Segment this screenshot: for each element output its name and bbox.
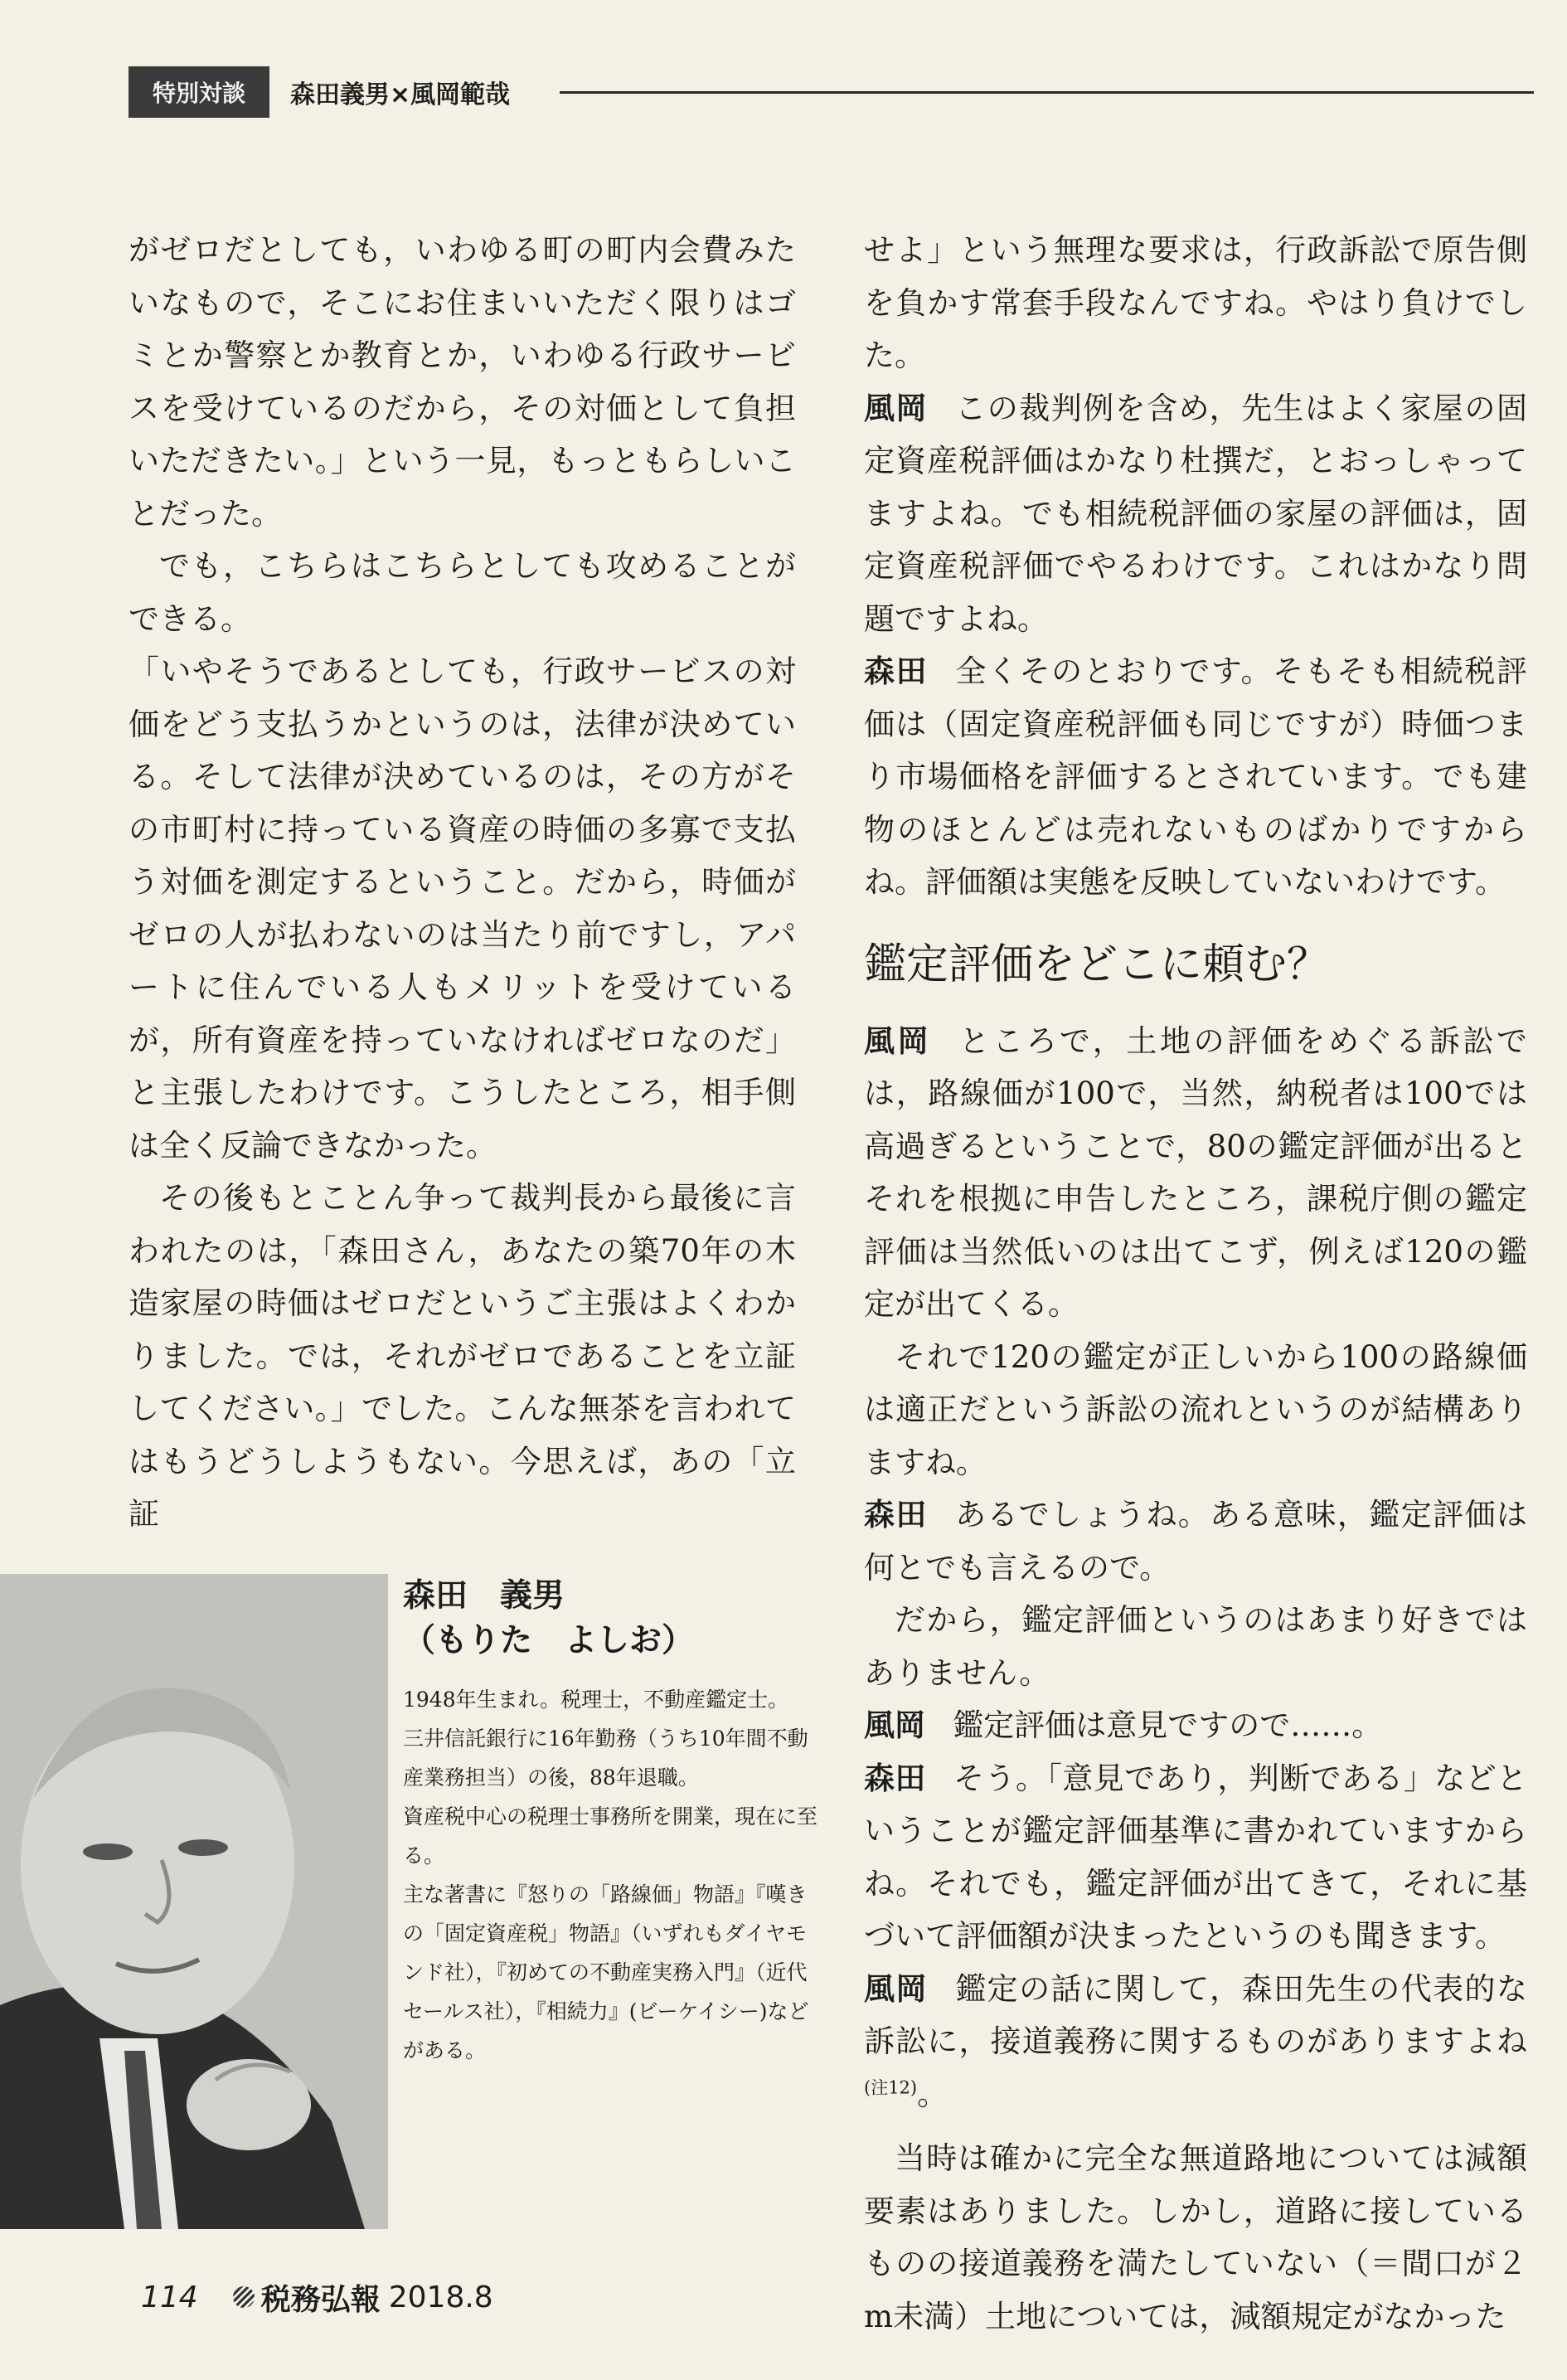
dialogue-text: この裁判例を含め，先生はよく家屋の固定資産税評価はかなり杜撰だ，とおっしゃってますよね。でも相続税評価の家屋の評価は，固定資産税評価でやるわけです。これはかなり問題ですよね。 — [864, 390, 1527, 637]
portrait-illustration — [0, 1574, 388, 2229]
dialogue-paragraph — [864, 1699, 1527, 1752]
profile-reading: （もりた よしお） — [403, 1622, 695, 1659]
page-footer — [141, 2272, 493, 2322]
paragraph: がゼロだとしても，いわゆる町の町内会費みたいなもので，そこにお住まいいただく限りはゴミとか警察とか教育とか，いわゆる行政サービスを受けているのだから，その対価として負担いただきたい。」という一見，もっともらしいことだった。 — [129, 232, 796, 532]
speaker-label: 森田 — [864, 1497, 928, 1532]
dialogue-paragraph — [864, 1015, 1527, 1331]
page-number: 114 — [141, 2280, 198, 2314]
speaker-label: 森田 — [864, 1760, 926, 1796]
paragraph: 「いやそうであるとしても，行政サービスの対価をどう支払うかというのは，法律が決めている。そして法律が決めているのは，その方がその市町村に持っている資産の時価の多寡で支払う対価を測定するということ。だから，時価がゼロの人が払わないのは当たり前ですし，アパートに住んでいる人もメリットを受けているが，所有資産を持っていなければゼロなのだ」と主張したわけです。こうしたところ，相手側は全く反論できなかった。 — [129, 653, 796, 1163]
right-column — [864, 224, 1527, 2343]
paragraph: その後もとことん争って裁判長から最後に言われたのは，「森田さん，あなたの築70年の木造家屋の時価はゼロだというご主張はよくわかりました。では，それがゼロであることを立証してください。」でした。こんな無茶を言われてはもうどうしようもない。今思えば，あの「立証 — [129, 1180, 796, 1532]
dialogue-text: 全くそのとおりです。そもそも相続税評価は（固定資産税評価も同じですが）時価つまり市場価格を評価するとされています。でも建物のほとんどは売れないものばかりですからね。評価額は実態を反映していないわけです。 — [864, 653, 1527, 900]
speaker-label: 風岡 — [864, 1970, 928, 2007]
bio-line: 三井信託銀行に16年勤務（うち10年間不動産業務担当）の後，88年退職。 — [403, 1727, 808, 1790]
paragraph: 当時は確かに完全な無道路地については減額要素はありました。しかし，道路に接しているものの接道義務を満たしていない（＝間口が２m未満）土地については，減額規定がなかった — [864, 2140, 1527, 2334]
dialogue-paragraph — [864, 645, 1527, 909]
left-column — [129, 224, 796, 1541]
paragraph: せよ」という無理な要求は，行政訴訟で原告側を負かす常套手段なんですね。やはり負けでした。 — [864, 232, 1527, 373]
speaker-label: 風岡 — [864, 390, 928, 426]
speaker-label: 風岡 — [864, 1022, 932, 1059]
section-tag: 特別対談 — [129, 66, 269, 118]
dialogue-text: そう。「意見であり，判断である」などということが鑑定評価基準に書かれていますからね。それでも，鑑定評価が出てきて，それに基づいて評価額が決まったというのも聞きます。 — [864, 1760, 1528, 1954]
running-header — [129, 66, 1534, 118]
bio-line: 資産税中心の税理士事務所を開業，現在に至る。 — [403, 1804, 818, 1868]
header-rule — [560, 91, 1534, 94]
dialogue-paragraph — [864, 1963, 1527, 2121]
dialogue-text: 。 — [917, 2076, 948, 2112]
profile-name: 森田 義男 — [403, 1577, 565, 1615]
speaker-label: 風岡 — [864, 1707, 925, 1743]
profile-box — [403, 1574, 817, 2070]
dialogue-text: あるでしょうね。ある意味，鑑定評価は何とでも言えるので。 — [864, 1497, 1527, 1586]
bio-line: 1948年生まれ。税理士，不動産鑑定士。 — [403, 1688, 789, 1712]
bio-line: 主な著書に『怒りの「路線価」物語』『嘆きの「固定資産税」物語』（いずれもダイヤモンド社），『初めての不動産実務入門』（近代セールス社），『相続力』(ビーケイシー)などがある。 — [403, 1882, 809, 2062]
dialogue-paragraph — [864, 382, 1527, 646]
speaker-label: 森田 — [864, 653, 929, 689]
dialogue-paragraph — [864, 1489, 1527, 1594]
footnote-marker: (注12) — [864, 2077, 918, 2098]
paragraph: それで120の鑑定が正しいから100の路線価は適正だという訴訟の流れというのが結構ありますね。 — [864, 1338, 1527, 1480]
profile-bio — [403, 1680, 817, 2070]
magazine-issue: 2018.8 — [388, 2280, 493, 2314]
dialogue-paragraph — [864, 1752, 1527, 1963]
magazine-name: 税務弘報 — [260, 2282, 381, 2317]
dialogue-text: ところで，土地の評価をめぐる訴訟では，路線価が100で，当然，納税者は100では高過ぎるということで，80の鑑定評価が出るとそれを根拠に申告したところ，課税庁側の鑑定評価は当然低いのは出てこず，例えば120の鑑定が出てくる。 — [864, 1022, 1528, 1322]
magazine-logo-icon — [233, 2286, 255, 2308]
dialogue-text: 鑑定評価は意見ですので……。 — [953, 1707, 1383, 1743]
section-heading: 鑑定評価をどこに頼む？ — [864, 940, 1330, 989]
paragraph: だから，鑑定評価というのはあまり好きではありません。 — [864, 1602, 1527, 1691]
dialogue-text: 鑑定の話に関して，森田先生の代表的な訴訟に，接道義務に関するものがありますよね — [864, 1970, 1527, 2059]
article-title: 森田義男×風岡範哉 — [290, 80, 511, 109]
portrait-photo — [0, 1574, 388, 2229]
paragraph: でも，こちらはこちらとしても攻めることができる。 — [129, 548, 796, 637]
